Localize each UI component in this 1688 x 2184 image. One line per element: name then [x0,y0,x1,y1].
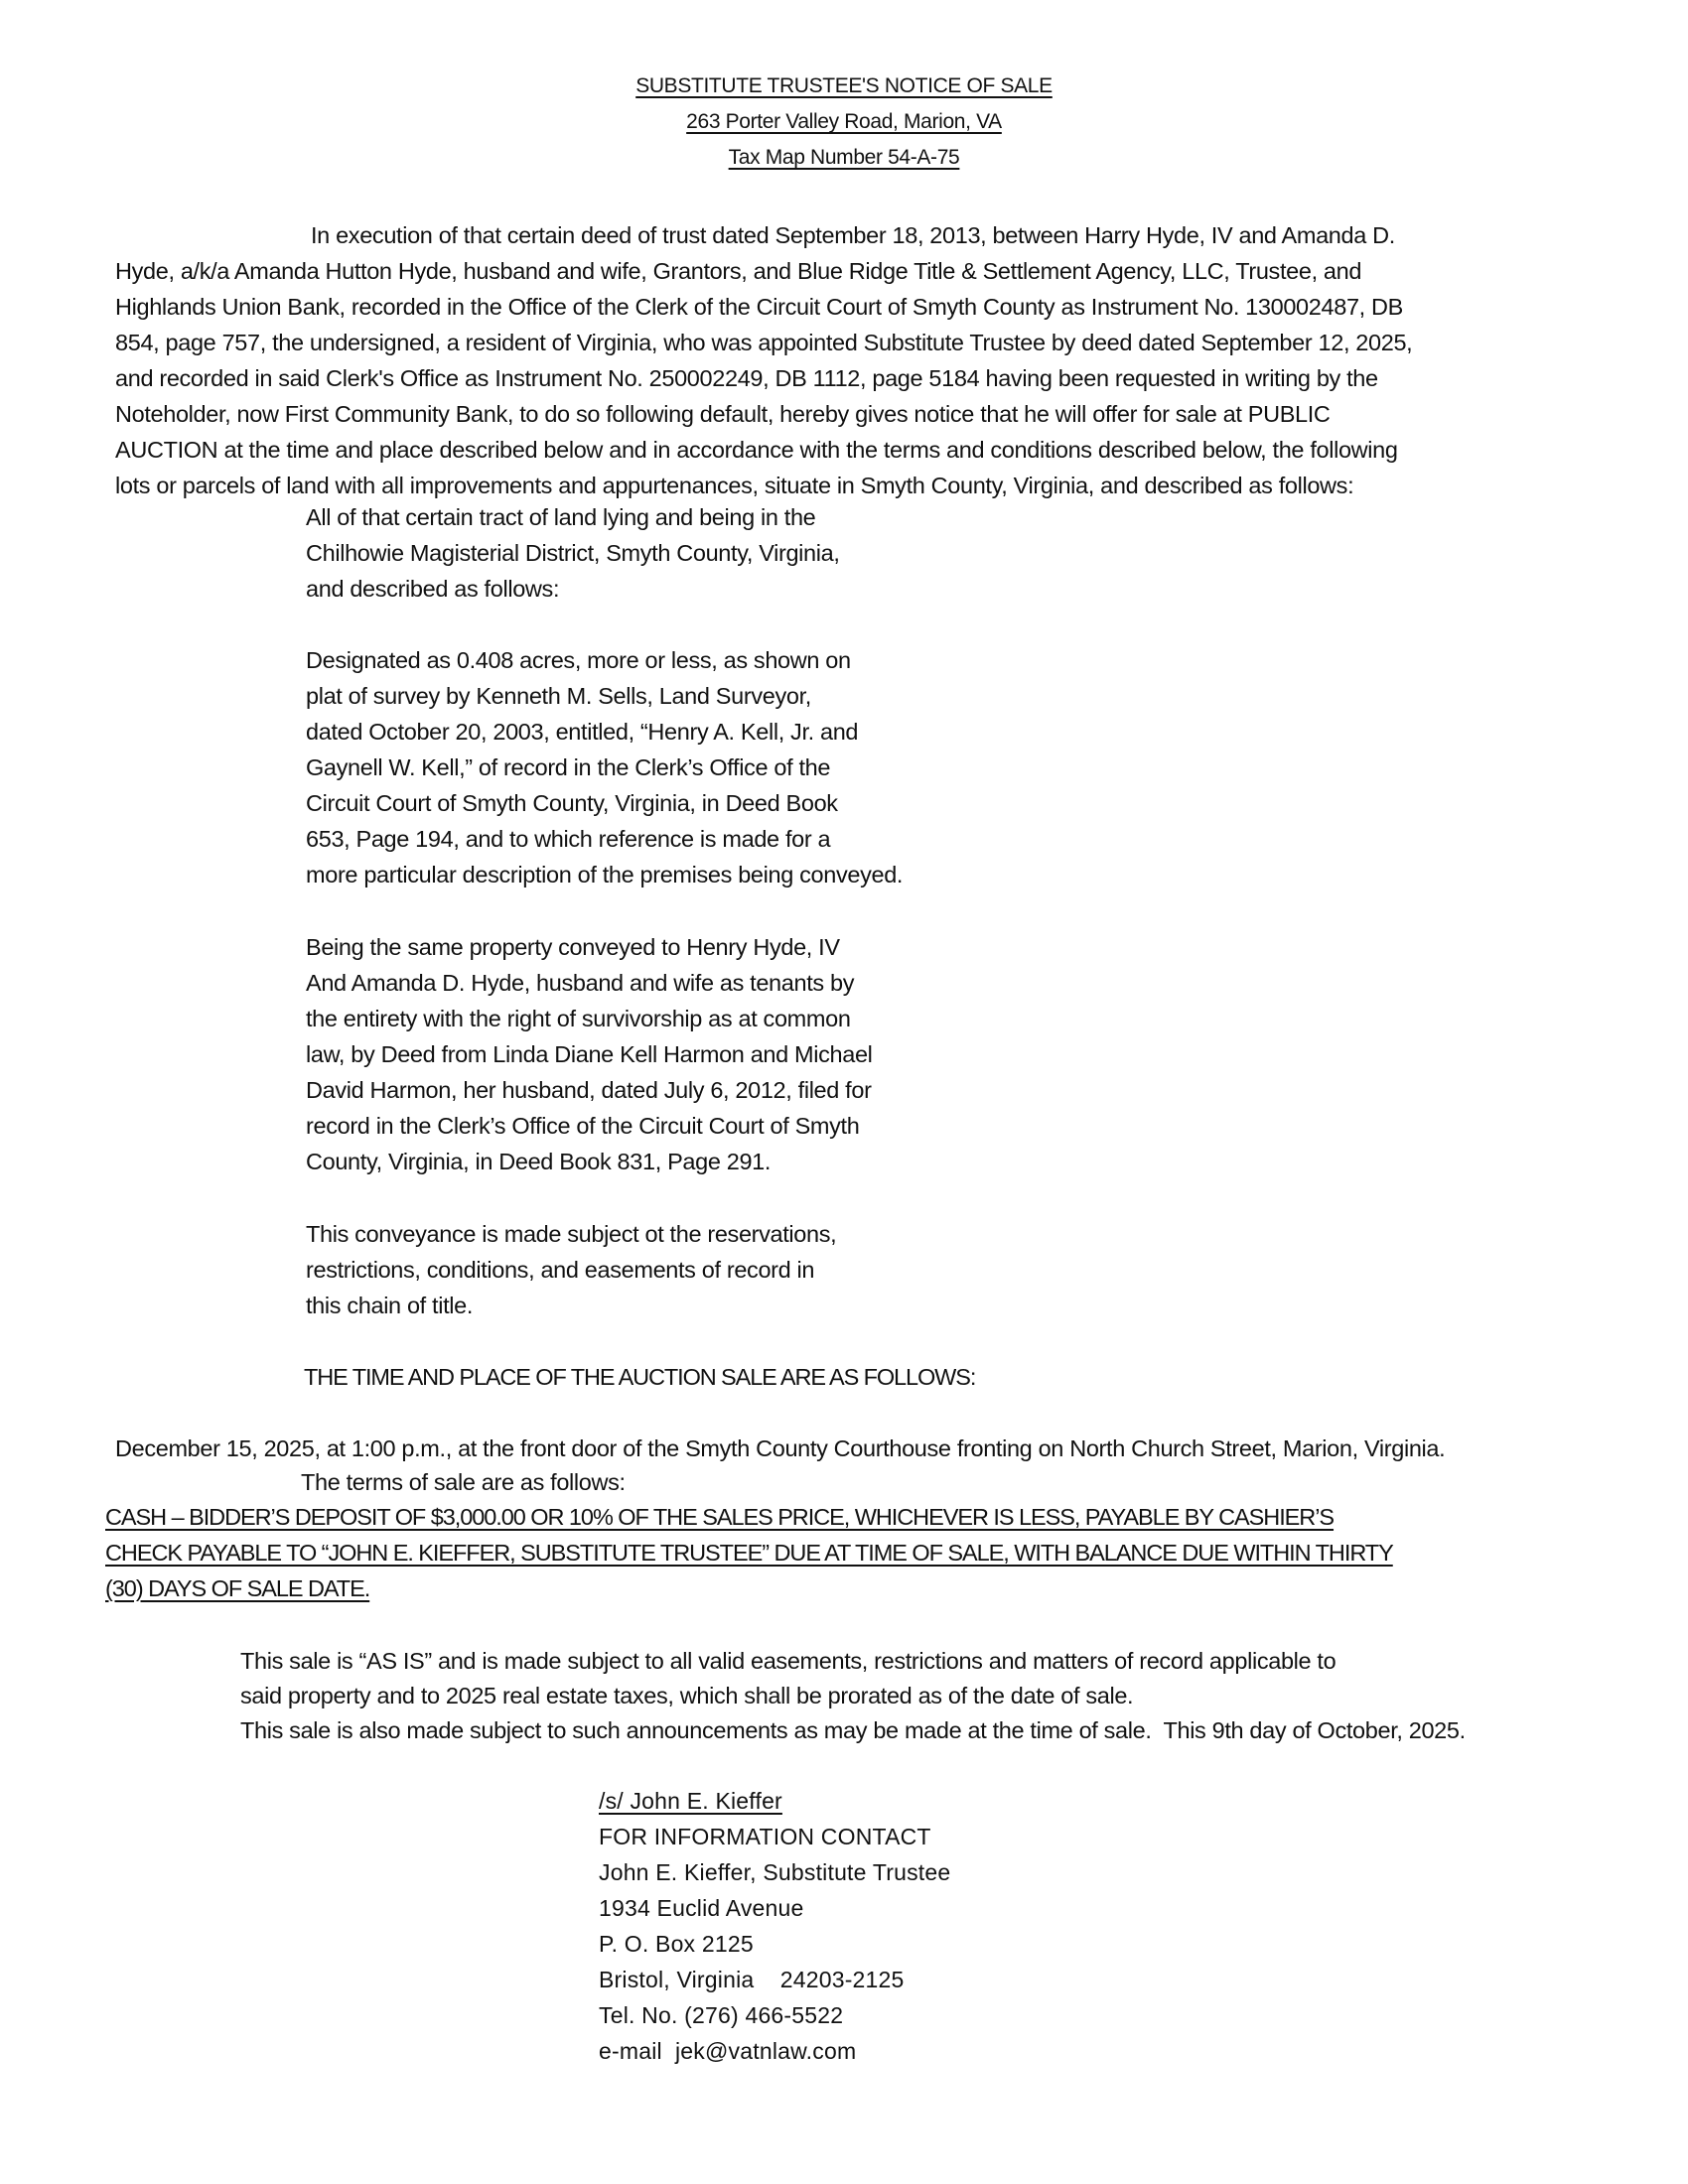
tract-line: Chilhowie Magisterial District, Smyth County, Virginia, [306,540,840,566]
city-state-zip: Bristol, Virginia 24203-2125 [599,1967,905,1992]
intro-line: AUCTION at the time and place described below and in accordance with the terms and conditions described below, the following [115,437,1398,463]
terms-line: CASH – BIDDER’S DEPOSIT OF $3,000.00 OR 10% OF THE SALES PRICE, WHICHEVER IS LESS, PAYABLE BY CASHIER’S [105,1504,1335,1530]
terms-line: CHECK PAYABLE TO “JOHN E. KIEFFER, SUBSTITUTE TRUSTEE” DUE AT TIME OF SALE, WITH BALANCE DUE WITHIN THIRTY [105,1540,1393,1566]
intro-line: lots or parcels of land with all improvements and appurtenances, situate in Smyth County, Virginia, and described as follows: [115,473,1354,498]
intro-line: In execution of that certain deed of trust dated September 18, 2013, between Harry Hyde, IV and Amanda D. [311,222,1395,248]
designation-line: plat of survey by Kenneth M. Sells, Land Surveyor, [306,683,811,709]
contact-heading: FOR INFORMATION CONTACT [599,1824,931,1849]
signature: /s/ John E. Kieffer [599,1788,782,1814]
conveyance-line: And Amanda D. Hyde, husband and wife as tenants by [306,970,855,996]
email-address[interactable]: e-mail jek@vatnlaw.com [599,2038,857,2064]
terms-line: (30) DAYS OF SALE DATE. [105,1575,370,1601]
tax-map-number: Tax Map Number 54-A-75 [728,146,960,169]
designation-line: Designated as 0.408 acres, more or less, as shown on [306,647,851,673]
tract-line: and described as follows: [306,576,560,602]
conveyance-line: the entirety with the right of survivorship as at common [306,1006,851,1031]
conveyance-line: Being the same property conveyed to Henry Hyde, IV [306,934,840,960]
designation-line: 653, Page 194, and to which reference is made for a [306,826,831,852]
subject-line: this chain of title. [306,1293,474,1318]
designation-line: more particular description of the premises being conveyed. [306,862,904,887]
condition-line: This sale is “AS IS” and is made subject to all valid easements, restrictions and matters of record applicable to [240,1648,1336,1674]
auction-time-place: December 15, 2025, at 1:00 p.m., at the front door of the Smyth County Courthouse fronting on North Church Street, Marion, Virginia. [115,1435,1446,1461]
conveyance-line: David Harmon, her husband, dated July 6, 2012, filed for [306,1077,872,1103]
phone-number: Tel. No. (276) 466-5522 [599,2002,844,2028]
street-address: 1934 Euclid Avenue [599,1895,804,1921]
subject-line: restrictions, conditions, and easements of record in [306,1257,815,1283]
intro-line: Highlands Union Bank, recorded in the Office of the Clerk of the Circuit Court of Smyth County as Instrument No. 130002487, DB [115,294,1403,320]
notice-title: SUBSTITUTE TRUSTEE'S NOTICE OF SALE [635,74,1053,97]
tract-line: All of that certain tract of land lying and being in the [306,504,816,530]
designation-line: Gaynell W. Kell,” of record in the Clerk’s Office of the [306,754,831,780]
intro-line: and recorded in said Clerk's Office as Instrument No. 250002249, DB 1112, page 5184 having been requested in writing by the [115,365,1378,391]
intro-line: 854, page 757, the undersigned, a resident of Virginia, who was appointed Substitute Trustee by deed dated September 12, 2025, [115,330,1413,355]
trustee-name-title: John E. Kieffer, Substitute Trustee [599,1859,951,1885]
designation-line: dated October 20, 2003, entitled, “Henry A. Kell, Jr. and [306,719,859,745]
intro-line: Noteholder, now First Community Bank, to do so following default, hereby gives notice that he will offer for sale at PUBLIC [115,401,1331,427]
conveyance-line: record in the Clerk’s Office of the Circuit Court of Smyth [306,1113,860,1139]
conveyance-line: County, Virginia, in Deed Book 831, Page 291. [306,1149,772,1174]
po-box: P. O. Box 2125 [599,1931,754,1957]
subject-line: This conveyance is made subject ot the reservations, [306,1221,837,1247]
designation-line: Circuit Court of Smyth County, Virginia, in Deed Book [306,790,838,816]
intro-line: Hyde, a/k/a Amanda Hutton Hyde, husband and wife, Grantors, and Blue Ridge Title & Settlement Agency, LLC, Trustee, and [115,258,1362,284]
auction-heading: THE TIME AND PLACE OF THE AUCTION SALE ARE AS FOLLOWS: [304,1364,976,1390]
property-address: 263 Porter Valley Road, Marion, VA [686,110,1002,133]
condition-line: This sale is also made subject to such announcements as may be made at the time of sale. This 9th day of October, 2025. [240,1717,1466,1743]
condition-line: said property and to 2025 real estate taxes, which shall be prorated as of the date of sale. [240,1683,1134,1708]
conveyance-line: law, by Deed from Linda Diane Kell Harmon and Michael [306,1041,873,1067]
terms-intro: The terms of sale are as follows: [301,1469,626,1495]
